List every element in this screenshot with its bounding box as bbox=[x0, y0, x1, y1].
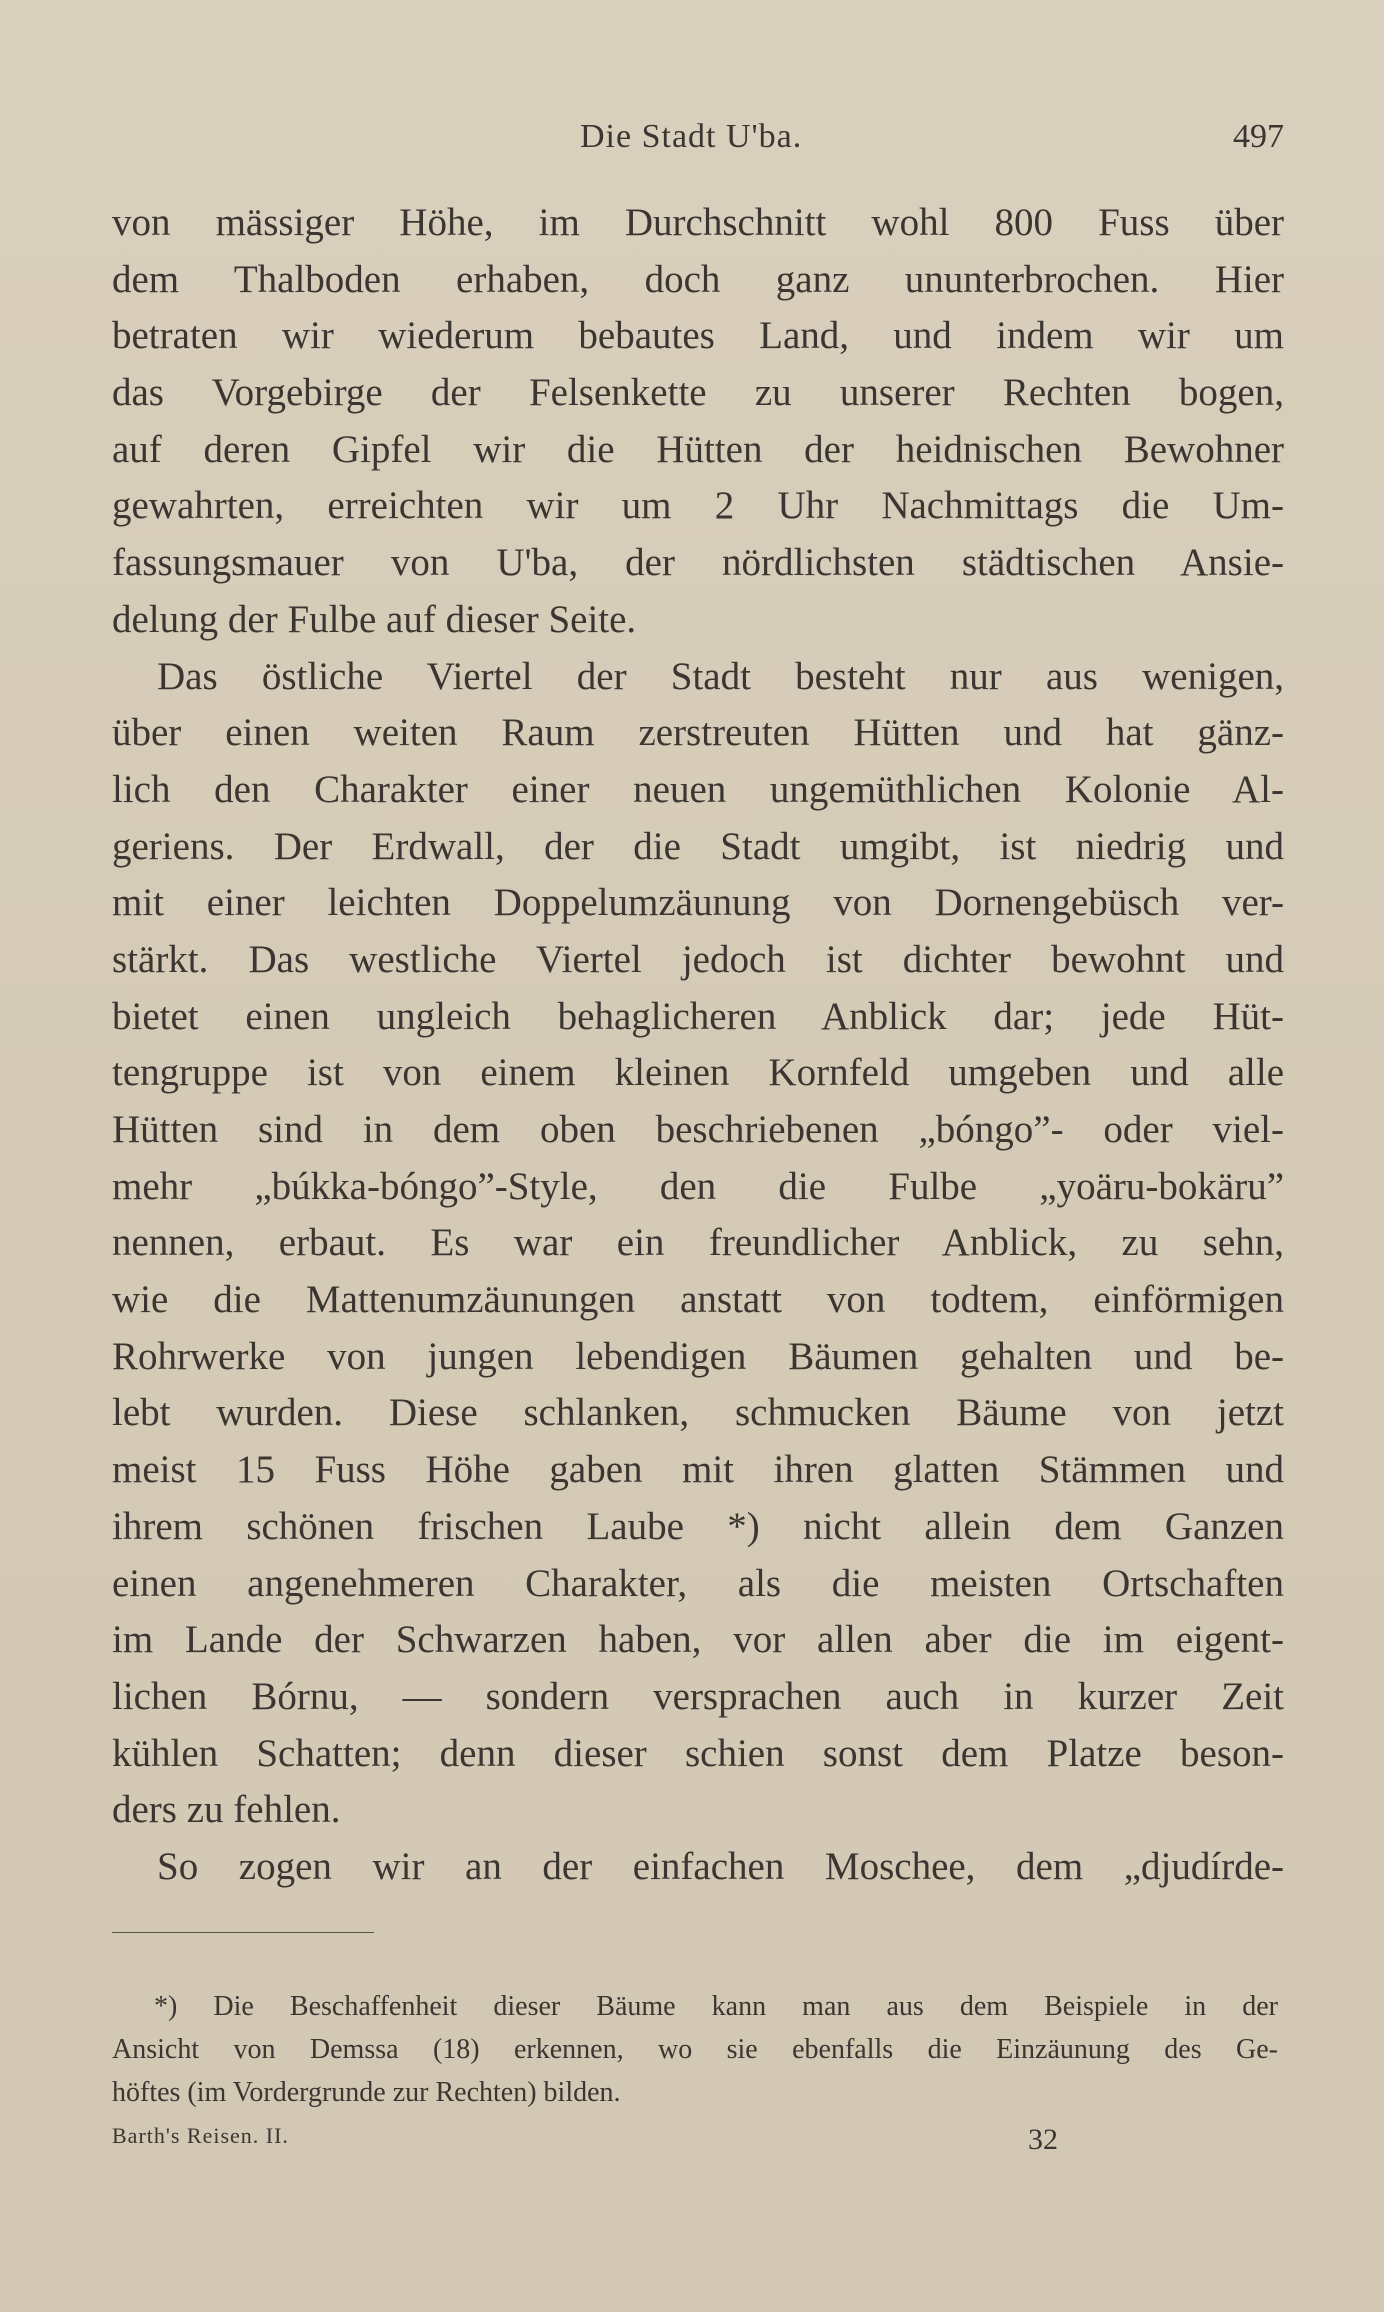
text-line: wie die Mattenumzäunungen anstatt von todtem, einförmigen bbox=[112, 1278, 1284, 1322]
text-line: tengruppe ist von einem kleinen Kornfeld umgeben und alle bbox=[112, 1051, 1284, 1095]
page-number: 497 bbox=[1233, 118, 1284, 155]
text-line: nennen, erbaut. Es war ein freundlicher Anblick, zu sehn, bbox=[112, 1221, 1284, 1265]
footnote bbox=[112, 1985, 1278, 2114]
signature-line bbox=[112, 2123, 1284, 2163]
text-line: Das östliche Viertel der Stadt besteht nur aus wenigen, bbox=[157, 654, 1284, 698]
text-line: bietet einen ungleich behaglicheren Anblick dar; jede Hüt- bbox=[112, 994, 1284, 1038]
text-line: das Vorgebirge der Felsenkette zu unserer Rechten bogen, bbox=[112, 371, 1284, 415]
text-line: einen angenehmeren Charakter, als die meisten Ortschaften bbox=[112, 1561, 1284, 1605]
text-line: ihrem schönen frischen Laube *) nicht allein dem Ganzen bbox=[112, 1504, 1284, 1548]
text-line: delung der Fulbe auf dieser Seite. bbox=[112, 597, 637, 641]
text-line: auf deren Gipfel wir die Hütten der heidnischen Bewohner bbox=[112, 427, 1284, 471]
text-line: lich den Charakter einer neuen ungemüthlichen Kolonie Al- bbox=[112, 767, 1284, 811]
text-line: stärkt. Das westliche Viertel jedoch ist dichter bewohnt und bbox=[112, 937, 1284, 981]
running-title: Die Stadt U'ba. bbox=[580, 118, 803, 155]
text-line: geriens. Der Erdwall, der die Stadt umgibt, ist niedrig und bbox=[112, 824, 1284, 868]
text-line: Rohrwerke von jungen lebendigen Bäumen gehalten und be- bbox=[112, 1334, 1284, 1378]
footnote-line: Ansicht von Demssa (18) erkennen, wo sie ebenfalls die Einzäunung des Ge- bbox=[112, 2034, 1278, 2065]
text-line: kühlen Schatten; denn dieser schien sonst dem Platze beson- bbox=[112, 1731, 1284, 1775]
text-line: im Lande der Schwarzen haben, vor allen aber die im eigent- bbox=[112, 1618, 1284, 1662]
text-line: über einen weiten Raum zerstreuten Hütten und hat gänz- bbox=[112, 711, 1284, 755]
text-line: betraten wir wiederum bebautes Land, und indem wir um bbox=[112, 314, 1284, 358]
text-line: von mässiger Höhe, im Durchschnitt wohl 800 Fuss über bbox=[112, 201, 1284, 244]
text-line: meist 15 Fuss Höhe gaben mit ihren glatten Stämmen und bbox=[112, 1448, 1284, 1492]
text-line: ders zu fehlen. bbox=[112, 1788, 341, 1832]
text-line: gewahrten, erreichten wir um 2 Uhr Nachmittags die Um- bbox=[112, 484, 1284, 528]
signature-number: 32 bbox=[1028, 2123, 1058, 2156]
text-line: Hütten sind in dem oben beschriebenen „bóngo”- oder viel- bbox=[112, 1108, 1284, 1151]
signature-text: Barth's Reisen. II. bbox=[112, 2123, 289, 2148]
text-line: mit einer leichten Doppelumzäunung von Dornengebüsch ver- bbox=[112, 881, 1284, 925]
text-line: So zogen wir an der einfachen Moschee, dem „djudírde- bbox=[157, 1844, 1284, 1888]
footnote-line: *) Die Beschaffenheit dieser Bäume kann man aus dem Beispiele in der bbox=[154, 1991, 1278, 2022]
text-line: mehr „búkka-bóngo”-Style, den die Fulbe „yoäru-bokäru” bbox=[112, 1164, 1284, 1208]
body-text bbox=[112, 195, 1284, 1896]
text-line: fassungsmauer von U'ba, der nördlichsten städtischen Ansie- bbox=[112, 541, 1284, 585]
footnote-divider bbox=[112, 1932, 374, 1933]
footnote-line: höftes (im Vordergrunde zur Rechten) bilden. bbox=[112, 2077, 621, 2108]
text-line: lichen Bórnu, — sondern versprachen auch in kurzer Zeit bbox=[112, 1674, 1284, 1718]
text-line: dem Thalboden erhaben, doch ganz ununterbrochen. Hier bbox=[112, 257, 1284, 301]
text-line: lebt wurden. Diese schlanken, schmucken Bäume von jetzt bbox=[112, 1391, 1284, 1435]
running-head bbox=[0, 118, 1384, 168]
